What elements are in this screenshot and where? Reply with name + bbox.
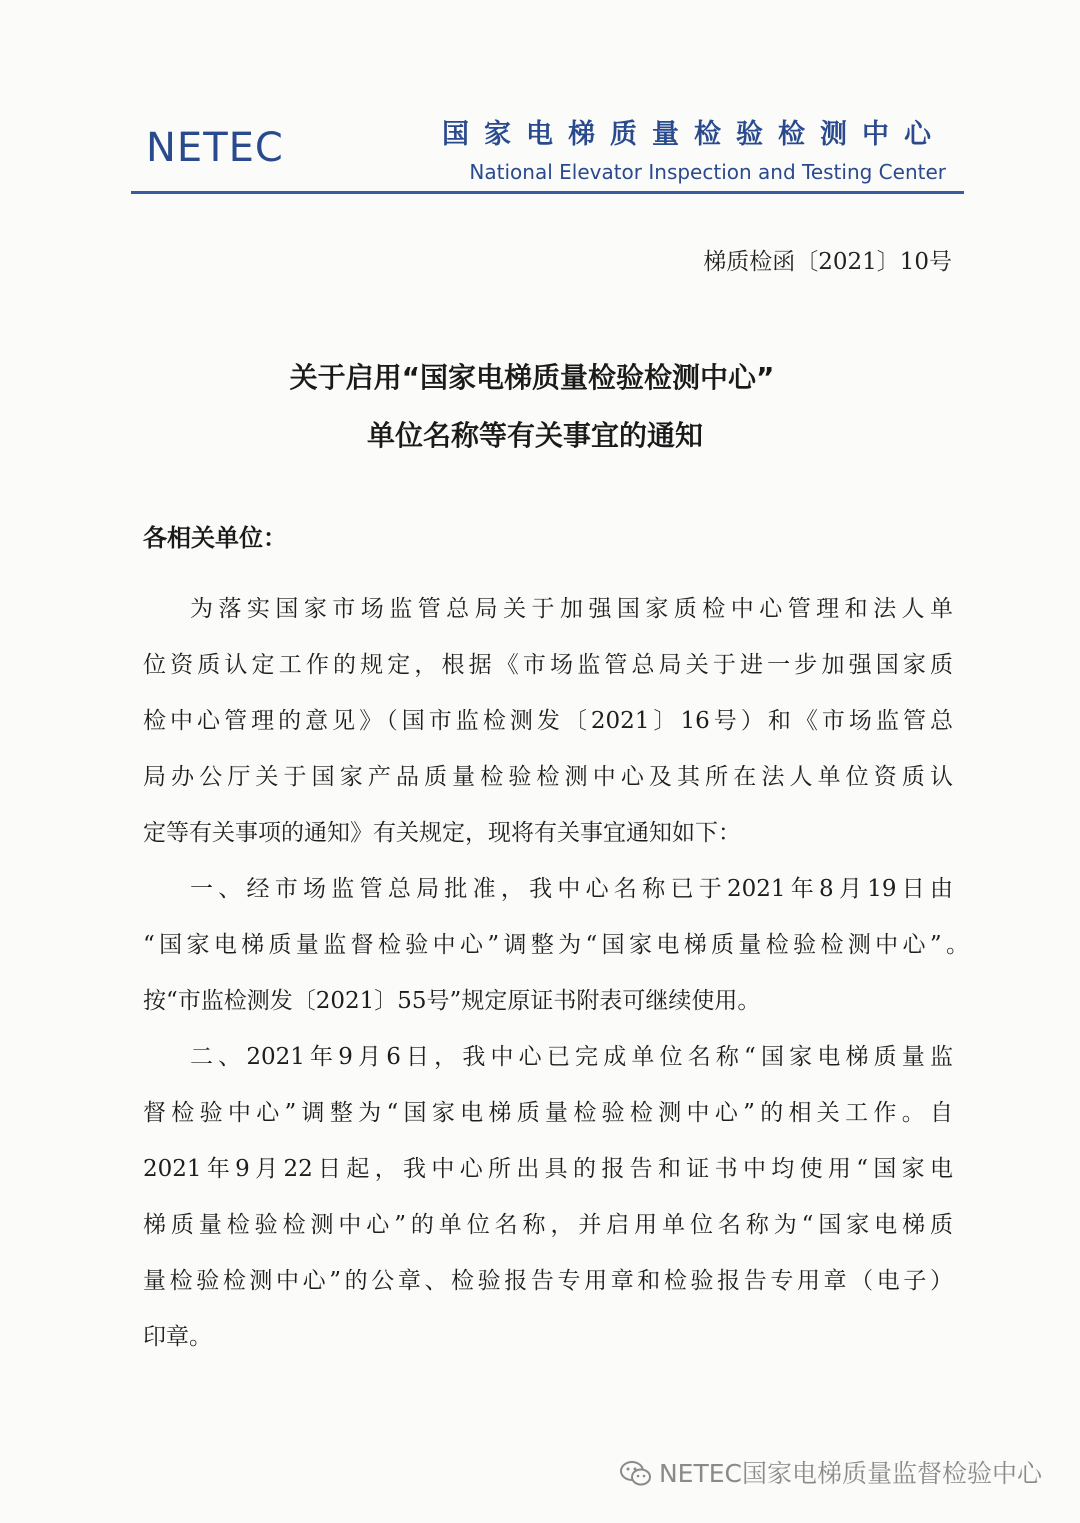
- body-line: 督检验中心”调整为“国家电梯质量检验检测中心”的相关工作。自: [143, 1100, 953, 1126]
- title-line-1: 关于启用“国家电梯质量检验检测中心”: [289, 361, 775, 394]
- netec-logo: NETEC: [146, 125, 284, 171]
- body-line: 印章。: [143, 1324, 212, 1350]
- body-line: 定等有关事项的通知》有关规定，现将有关事宜通知如下：: [143, 820, 741, 846]
- body-line: 局办公厅关于国家产品质量检验检测中心及其所在法人单位资质认: [143, 764, 953, 790]
- org-name-cn: 国家电梯质量检验检测中心: [442, 119, 946, 150]
- title-line-2: 单位名称等有关事宜的通知: [366, 419, 703, 452]
- body-line: 按“市监检测发〔2021〕55号”规定原证书附表可继续使用。: [143, 988, 761, 1014]
- salutation: 各相关单位：: [143, 524, 287, 552]
- wechat-icon: [619, 1459, 653, 1489]
- body-line: 2021年9月22日起，我中心所出具的报告和证书中均使用“国家电: [143, 1156, 953, 1182]
- body-line: 一、经市场监管总局批准，我中心名称已于2021年8月19日由: [190, 876, 953, 902]
- body-line: 梯质量检验检测中心”的单位名称，并启用单位名称为“国家电梯质: [143, 1212, 953, 1238]
- body-line: 位资质认定工作的规定，根据《市场监管总局关于进一步加强国家质: [143, 652, 953, 678]
- body-line: 量检验检测中心”的公章、检验报告专用章和检验报告专用章（电子）: [143, 1268, 953, 1294]
- document-number: 梯质检函〔2021〕10号: [703, 249, 952, 275]
- body-line: 检中心管理的意见》（国市监检测发〔2021〕16号）和《市场监管总: [143, 708, 953, 734]
- letterhead-divider: [131, 191, 964, 194]
- watermark: [619, 1457, 1042, 1491]
- body-line: 二、2021年9月6日，我中心已完成单位名称“国家电梯质量监: [190, 1044, 953, 1070]
- watermark-text: NETEC国家电梯质量监督检验中心: [658, 1459, 1042, 1488]
- org-name-en: National Elevator Inspection and Testing Center: [469, 160, 946, 184]
- body-line: 为落实国家市场监管总局关于加强国家质检中心管理和法人单: [190, 596, 953, 622]
- body-line: “国家电梯质量监督检验中心”调整为“国家电梯质量检验检测中心”。: [143, 932, 969, 958]
